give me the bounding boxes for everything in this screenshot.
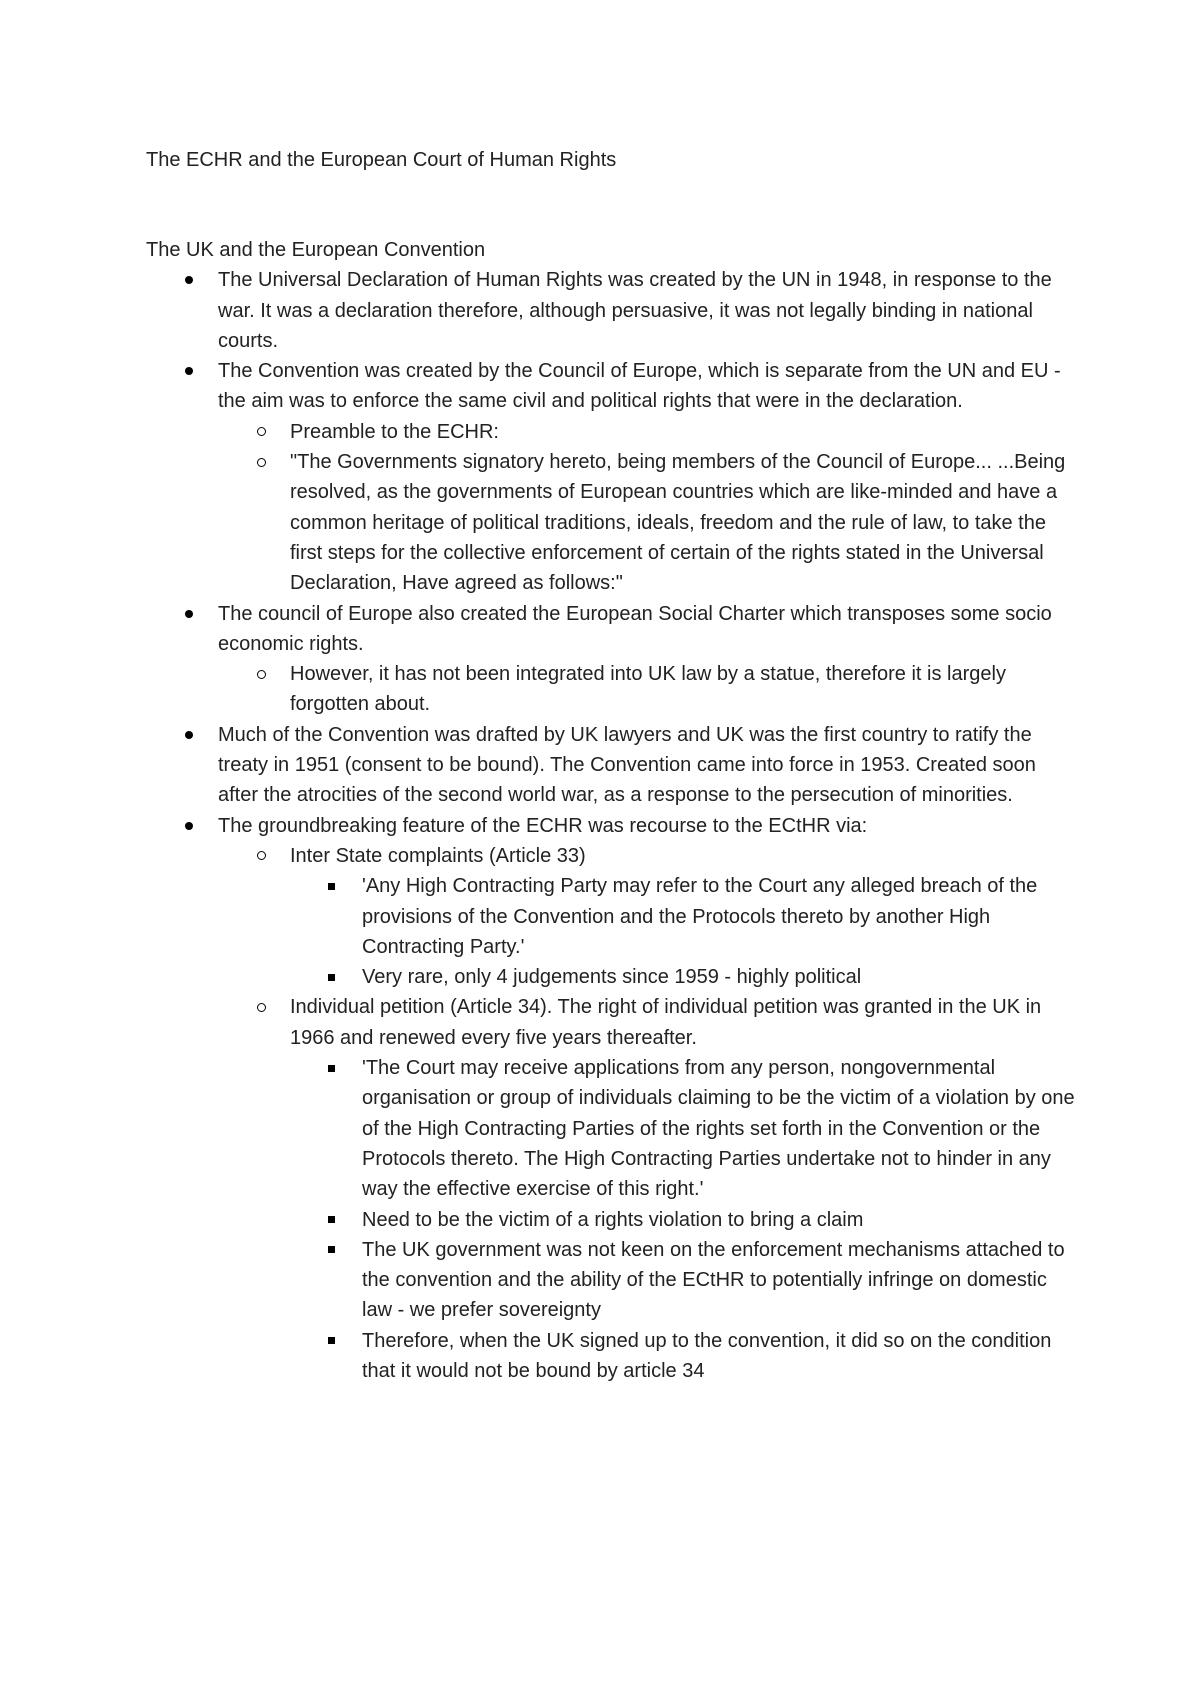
sub-list-item <box>218 659 1076 720</box>
sub-list <box>218 659 1076 720</box>
sub-sub-list-item-text: 'The Court may receive applications from any person, nongovernmental organisation or group of individuals claiming to be the victim of a violation by one of the High Contracting Parties of the rights set forth in the Convention or the Protocols thereto. The High Contracting Parties undertake not to hinder in any way the effective exercise of this right.' <box>362 1057 1075 1201</box>
sub-sub-list-item-text: 'Any High Contracting Party may refer to the Court any alleged breach of the provisions of the Convention and the Protocols thereto by another High Contracting Party.' <box>362 875 1038 958</box>
hollow-bullet-icon <box>257 417 266 447</box>
sub-sub-list-item-text: Therefore, when the UK signed up to the convention, it did so on the condition that it would not be bound by article 34 <box>362 1329 1052 1382</box>
sub-sub-list-item-text: The UK government was not keen on the enforcement mechanisms attached to the convention and the ability of the ECtHR to potentially infringe on domestic law - we prefer sovereignty <box>362 1238 1065 1322</box>
section-uk-and-convention <box>146 235 1076 1386</box>
sub-sub-list-item <box>325 1326 1076 1387</box>
square-bullet-icon <box>328 871 335 901</box>
sub-sub-list-item <box>325 962 1076 992</box>
list-item <box>146 720 1076 811</box>
filled-bullet-icon <box>185 599 193 629</box>
hollow-bullet-icon <box>257 841 266 871</box>
list-item-text: Much of the Convention was drafted by UK lawyers and UK was the first country to ratify the treaty in 1951 (consent to be bound). The Convention came into force in 1953. Created soon after the atrocities of the second world war, as a response to the persecution of minorities. <box>218 723 1036 807</box>
sub-list-item <box>218 841 1076 992</box>
sub-list <box>218 417 1076 599</box>
square-bullet-icon <box>328 1205 335 1235</box>
section-heading: The UK and the European Convention <box>146 239 486 261</box>
filled-bullet-icon <box>185 265 193 295</box>
filled-bullet-icon <box>185 720 193 750</box>
list-item <box>146 599 1076 720</box>
sub-list-item-text: Individual petition (Article 34). The right of individual petition was granted in the UK in 1966 and renewed every five years thereafter. <box>290 996 1042 1049</box>
sub-sub-list-item <box>325 871 1076 962</box>
list-item <box>146 811 1076 1387</box>
sub-sub-list-item-text: Need to be the victim of a rights violation to bring a claim <box>362 1208 864 1231</box>
list-item-text: The Universal Declaration of Human Rights was created by the UN in 1948, in response to the war. It was a declaration therefore, although persuasive, it was not legally binding in national courts. <box>218 269 1052 352</box>
hollow-bullet-icon <box>257 659 266 689</box>
square-bullet-icon <box>328 1326 335 1356</box>
filled-bullet-icon <box>185 811 193 841</box>
list-item-text: The groundbreaking feature of the ECHR was recourse to the ECtHR via: <box>218 814 868 837</box>
sub-list-item <box>218 447 1076 598</box>
sub-list-item-text: "The Governments signatory hereto, being members of the Council of Europe... ...Being resolved, as the governments of European countries which are like-minded and have a common heritage of political traditions, ideals, freedom and the rule of law, to take the first steps for the collective enforcement of certain of the rights stated in the Universal Declaration, Have agreed as follows:" <box>290 451 1066 595</box>
sub-list-item-text: Preamble to the ECHR: <box>290 420 499 443</box>
sub-sub-list-item-text: Very rare, only 4 judgements since 1959 - highly political <box>362 966 862 989</box>
hollow-bullet-icon <box>257 447 266 477</box>
square-bullet-icon <box>328 1235 335 1265</box>
list-item-text: The Convention was created by the Council of Europe, which is separate from the UN and EU - the aim was to enforce the same civil and political rights that were in the declaration. <box>218 360 1061 413</box>
sub-list-item <box>218 417 1076 447</box>
hollow-bullet-icon <box>257 992 266 1022</box>
list-item-text: The council of Europe also created the European Social Charter which transposes some socio economic rights. <box>218 602 1052 655</box>
sub-list-item <box>218 992 1076 1386</box>
sub-sub-list <box>325 1053 1076 1386</box>
list-item <box>146 356 1076 598</box>
bullet-list <box>146 265 1076 1386</box>
square-bullet-icon <box>328 962 335 992</box>
sub-sub-list-item <box>325 1053 1076 1204</box>
sub-list-item-text: Inter State complaints (Article 33) <box>290 844 586 867</box>
sub-list <box>218 841 1076 1386</box>
filled-bullet-icon <box>185 356 193 386</box>
list-item <box>146 265 1076 356</box>
sub-sub-list-item <box>325 1205 1076 1235</box>
sub-list-item-text: However, it has not been integrated into UK law by a statue, therefore it is largely forgotten about. <box>290 663 1006 716</box>
sub-sub-list <box>325 871 1076 992</box>
sub-sub-list-item <box>325 1235 1076 1326</box>
square-bullet-icon <box>328 1053 335 1083</box>
document-title: The ECHR and the European Court of Human Rights <box>146 149 617 171</box>
